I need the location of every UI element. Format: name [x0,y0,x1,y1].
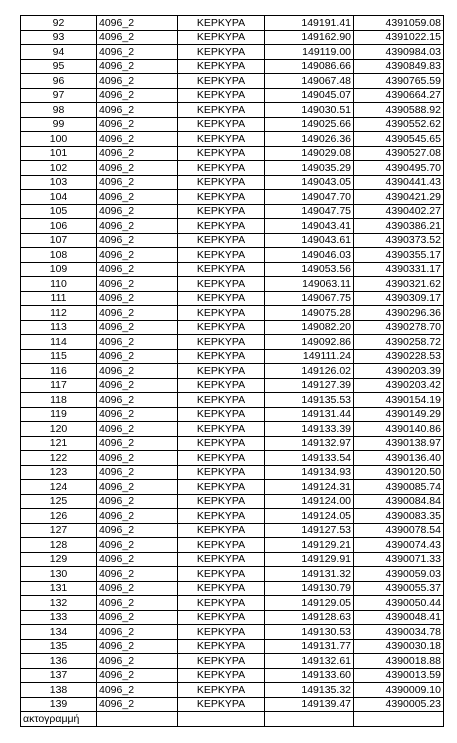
point-number-cell: 119 [21,407,97,422]
block-code-cell: 4096_2 [97,436,178,451]
y-coordinate-cell: 4390048.41 [354,610,444,625]
block-code-cell: 4096_2 [97,59,178,74]
y-coordinate-cell: 4390309.17 [354,291,444,306]
y-coordinate-cell: 4390228.53 [354,349,444,364]
x-coordinate-cell: 149043.61 [265,233,354,248]
point-number-cell: 103 [21,175,97,190]
block-code-cell: 4096_2 [97,639,178,654]
point-number-cell: 132 [21,596,97,611]
table-row [21,654,444,669]
y-coordinate-cell: 4390059.03 [354,567,444,582]
point-number-cell: 93 [21,30,97,45]
y-coordinate-cell: 4390005.23 [354,697,444,712]
point-number-cell: 110 [21,277,97,292]
x-coordinate-cell: 149063.11 [265,277,354,292]
x-coordinate-cell: 149026.36 [265,132,354,147]
place-name-cell: ΚΕΡΚΥΡΑ [178,407,265,422]
table-row [21,480,444,495]
coordinates-table [20,15,444,727]
point-number-cell: 122 [21,451,97,466]
point-number-cell: 109 [21,262,97,277]
y-coordinate-cell: 4390085.74 [354,480,444,495]
y-coordinate-cell: 4390441.43 [354,175,444,190]
point-number-cell: 116 [21,364,97,379]
x-coordinate-cell: 149127.53 [265,523,354,538]
block-code-cell: 4096_2 [97,175,178,190]
x-coordinate-cell: 149067.48 [265,74,354,89]
place-name-cell: ΚΕΡΚΥΡΑ [178,625,265,640]
place-name-cell: ΚΕΡΚΥΡΑ [178,320,265,335]
table-row [21,161,444,176]
table-row [21,248,444,263]
x-coordinate-cell: 149162.90 [265,30,354,45]
place-name-cell: ΚΕΡΚΥΡΑ [178,538,265,553]
place-name-cell: ΚΕΡΚΥΡΑ [178,610,265,625]
x-coordinate-cell: 149133.39 [265,422,354,437]
block-code-cell: 4096_2 [97,581,178,596]
place-name-cell: ΚΕΡΚΥΡΑ [178,146,265,161]
table-row [21,59,444,74]
block-code-cell: 4096_2 [97,523,178,538]
x-coordinate-cell: 149047.75 [265,204,354,219]
block-code-cell: 4096_2 [97,668,178,683]
x-coordinate-cell: 149139.47 [265,697,354,712]
place-name-cell: ΚΕΡΚΥΡΑ [178,654,265,669]
y-coordinate-cell: 4390278.70 [354,320,444,335]
x-coordinate-cell: 149133.54 [265,451,354,466]
place-name-cell: ΚΕΡΚΥΡΑ [178,494,265,509]
y-coordinate-cell: 4390849.83 [354,59,444,74]
block-code-cell: 4096_2 [97,88,178,103]
block-code-cell: 4096_2 [97,596,178,611]
x-coordinate-cell: 149128.63 [265,610,354,625]
x-coordinate-cell: 149130.53 [265,625,354,640]
table-row [21,320,444,335]
place-name-cell: ΚΕΡΚΥΡΑ [178,59,265,74]
table-row [21,436,444,451]
table-row [21,509,444,524]
block-code-cell: 4096_2 [97,494,178,509]
y-coordinate-cell: 4390030.18 [354,639,444,654]
x-coordinate-cell: 149129.91 [265,552,354,567]
block-code-cell: 4096_2 [97,538,178,553]
x-coordinate-cell: 149053.56 [265,262,354,277]
y-coordinate-cell: 4390203.39 [354,364,444,379]
point-number-cell: 128 [21,538,97,553]
x-coordinate-cell: 149035.29 [265,161,354,176]
x-coordinate-cell: 149134.93 [265,465,354,480]
point-number-cell: 101 [21,146,97,161]
point-number-cell: 120 [21,422,97,437]
block-code-cell: 4096_2 [97,291,178,306]
table-row [21,16,444,31]
y-coordinate-cell: 4390765.59 [354,74,444,89]
block-code-cell: 4096_2 [97,567,178,582]
place-name-cell: ΚΕΡΚΥΡΑ [178,45,265,60]
point-number-cell: 130 [21,567,97,582]
place-name-cell: ΚΕΡΚΥΡΑ [178,190,265,205]
x-coordinate-cell: 149135.53 [265,393,354,408]
block-code-cell: 4096_2 [97,103,178,118]
footer-label-cell: ακτογραμμή [21,712,97,727]
y-coordinate-cell: 4390495.70 [354,161,444,176]
block-code-cell: 4096_2 [97,45,178,60]
table-row [21,45,444,60]
y-coordinate-cell: 4390402.27 [354,204,444,219]
table-row [21,422,444,437]
y-coordinate-cell: 4390120.50 [354,465,444,480]
table-row [21,378,444,393]
block-code-cell: 4096_2 [97,552,178,567]
point-number-cell: 115 [21,349,97,364]
x-coordinate-cell: 149129.05 [265,596,354,611]
y-coordinate-cell: 4390527.08 [354,146,444,161]
block-code-cell: 4096_2 [97,16,178,31]
block-code-cell: 4096_2 [97,190,178,205]
table-row [21,277,444,292]
x-coordinate-cell: 149043.41 [265,219,354,234]
place-name-cell: ΚΕΡΚΥΡΑ [178,668,265,683]
x-coordinate-cell: 149126.02 [265,364,354,379]
block-code-cell: 4096_2 [97,407,178,422]
place-name-cell: ΚΕΡΚΥΡΑ [178,422,265,437]
point-number-cell: 125 [21,494,97,509]
x-coordinate-cell: 149043.05 [265,175,354,190]
table-row [21,291,444,306]
table-row [21,219,444,234]
table-row [21,349,444,364]
x-coordinate-cell: 149025.66 [265,117,354,132]
table-row [21,262,444,277]
point-number-cell: 99 [21,117,97,132]
y-coordinate-cell: 4390321.62 [354,277,444,292]
table-row [21,103,444,118]
y-coordinate-cell: 4390355.17 [354,248,444,263]
y-coordinate-cell: 4390138.97 [354,436,444,451]
point-number-cell: 139 [21,697,97,712]
place-name-cell: ΚΕΡΚΥΡΑ [178,30,265,45]
point-number-cell: 107 [21,233,97,248]
block-code-cell: 4096_2 [97,509,178,524]
table-row [21,306,444,321]
x-coordinate-cell: 149132.97 [265,436,354,451]
point-number-cell: 118 [21,393,97,408]
block-code-cell: 4096_2 [97,277,178,292]
table-row [21,335,444,350]
y-coordinate-cell: 4390050.44 [354,596,444,611]
place-name-cell: ΚΕΡΚΥΡΑ [178,552,265,567]
table-row [21,364,444,379]
place-name-cell: ΚΕΡΚΥΡΑ [178,74,265,89]
place-name-cell: ΚΕΡΚΥΡΑ [178,451,265,466]
x-coordinate-cell: 149132.61 [265,654,354,669]
point-number-cell: 136 [21,654,97,669]
block-code-cell: 4096_2 [97,465,178,480]
y-coordinate-cell: 4390984.03 [354,45,444,60]
x-coordinate-cell: 149086.66 [265,59,354,74]
footer-empty-cell [97,712,178,727]
x-coordinate-cell: 149133.60 [265,668,354,683]
table-row [21,190,444,205]
x-coordinate-cell: 149129.21 [265,538,354,553]
table-row [21,407,444,422]
point-number-cell: 96 [21,74,97,89]
place-name-cell: ΚΕΡΚΥΡΑ [178,219,265,234]
coordinates-table-body [21,16,444,712]
table-row [21,30,444,45]
block-code-cell: 4096_2 [97,117,178,132]
x-coordinate-cell: 149067.75 [265,291,354,306]
y-coordinate-cell: 4390154.19 [354,393,444,408]
point-number-cell: 126 [21,509,97,524]
block-code-cell: 4096_2 [97,262,178,277]
x-coordinate-cell: 149119.00 [265,45,354,60]
place-name-cell: ΚΕΡΚΥΡΑ [178,277,265,292]
place-name-cell: ΚΕΡΚΥΡΑ [178,581,265,596]
y-coordinate-cell: 4390083.35 [354,509,444,524]
y-coordinate-cell: 4390018.88 [354,654,444,669]
y-coordinate-cell: 4390071.33 [354,552,444,567]
block-code-cell: 4096_2 [97,349,178,364]
place-name-cell: ΚΕΡΚΥΡΑ [178,683,265,698]
table-row [21,639,444,654]
block-code-cell: 4096_2 [97,30,178,45]
y-coordinate-cell: 4390386.21 [354,219,444,234]
block-code-cell: 4096_2 [97,451,178,466]
table-row [21,393,444,408]
point-number-cell: 98 [21,103,97,118]
place-name-cell: ΚΕΡΚΥΡΑ [178,204,265,219]
table-row [21,523,444,538]
place-name-cell: ΚΕΡΚΥΡΑ [178,436,265,451]
x-coordinate-cell: 149075.28 [265,306,354,321]
point-number-cell: 137 [21,668,97,683]
y-coordinate-cell: 4390373.52 [354,233,444,248]
place-name-cell: ΚΕΡΚΥΡΑ [178,175,265,190]
place-name-cell: ΚΕΡΚΥΡΑ [178,567,265,582]
point-number-cell: 106 [21,219,97,234]
block-code-cell: 4096_2 [97,610,178,625]
table-row [21,451,444,466]
place-name-cell: ΚΕΡΚΥΡΑ [178,596,265,611]
table-row [21,683,444,698]
x-coordinate-cell: 149131.77 [265,639,354,654]
place-name-cell: ΚΕΡΚΥΡΑ [178,335,265,350]
x-coordinate-cell: 149111.24 [265,349,354,364]
table-row [21,567,444,582]
y-coordinate-cell: 4390013.59 [354,668,444,683]
footer-empty-cell [178,712,265,727]
point-number-cell: 135 [21,639,97,654]
point-number-cell: 97 [21,88,97,103]
y-coordinate-cell: 4390258.72 [354,335,444,350]
block-code-cell: 4096_2 [97,364,178,379]
place-name-cell: ΚΕΡΚΥΡΑ [178,349,265,364]
y-coordinate-cell: 4390074.43 [354,538,444,553]
block-code-cell: 4096_2 [97,480,178,495]
table-row [21,204,444,219]
y-coordinate-cell: 4390545.65 [354,132,444,147]
x-coordinate-cell: 149130.79 [265,581,354,596]
x-coordinate-cell: 149135.32 [265,683,354,698]
place-name-cell: ΚΕΡΚΥΡΑ [178,306,265,321]
point-number-cell: 121 [21,436,97,451]
table-row [21,74,444,89]
block-code-cell: 4096_2 [97,393,178,408]
place-name-cell: ΚΕΡΚΥΡΑ [178,117,265,132]
place-name-cell: ΚΕΡΚΥΡΑ [178,639,265,654]
y-coordinate-cell: 4390331.17 [354,262,444,277]
place-name-cell: ΚΕΡΚΥΡΑ [178,103,265,118]
y-coordinate-cell: 4390055.37 [354,581,444,596]
place-name-cell: ΚΕΡΚΥΡΑ [178,393,265,408]
x-coordinate-cell: 149124.05 [265,509,354,524]
y-coordinate-cell: 4390078.54 [354,523,444,538]
point-number-cell: 113 [21,320,97,335]
y-coordinate-cell: 4390149.29 [354,407,444,422]
table-row [21,538,444,553]
block-code-cell: 4096_2 [97,248,178,263]
point-number-cell: 123 [21,465,97,480]
block-code-cell: 4096_2 [97,320,178,335]
y-coordinate-cell: 4390588.92 [354,103,444,118]
x-coordinate-cell: 149092.86 [265,335,354,350]
point-number-cell: 114 [21,335,97,350]
point-number-cell: 104 [21,190,97,205]
table-row [21,668,444,683]
point-number-cell: 112 [21,306,97,321]
point-number-cell: 95 [21,59,97,74]
point-number-cell: 131 [21,581,97,596]
place-name-cell: ΚΕΡΚΥΡΑ [178,697,265,712]
point-number-cell: 127 [21,523,97,538]
block-code-cell: 4096_2 [97,132,178,147]
point-number-cell: 111 [21,291,97,306]
x-coordinate-cell: 149124.00 [265,494,354,509]
point-number-cell: 108 [21,248,97,263]
y-coordinate-cell: 4390084.84 [354,494,444,509]
x-coordinate-cell: 149030.51 [265,103,354,118]
y-coordinate-cell: 4390421.29 [354,190,444,205]
table-row [21,132,444,147]
table-row [21,697,444,712]
x-coordinate-cell: 149045.07 [265,88,354,103]
table-row [21,175,444,190]
table-row [21,146,444,161]
place-name-cell: ΚΕΡΚΥΡΑ [178,480,265,495]
place-name-cell: ΚΕΡΚΥΡΑ [178,364,265,379]
place-name-cell: ΚΕΡΚΥΡΑ [178,88,265,103]
block-code-cell: 4096_2 [97,654,178,669]
place-name-cell: ΚΕΡΚΥΡΑ [178,248,265,263]
x-coordinate-cell: 149191.41 [265,16,354,31]
point-number-cell: 102 [21,161,97,176]
block-code-cell: 4096_2 [97,204,178,219]
table-row [21,233,444,248]
point-number-cell: 138 [21,683,97,698]
point-number-cell: 133 [21,610,97,625]
table-row [21,465,444,480]
block-code-cell: 4096_2 [97,422,178,437]
x-coordinate-cell: 149047.70 [265,190,354,205]
table-row [21,117,444,132]
table-row [21,596,444,611]
x-coordinate-cell: 149046.03 [265,248,354,263]
y-coordinate-cell: 4391022.15 [354,30,444,45]
point-number-cell: 100 [21,132,97,147]
place-name-cell: ΚΕΡΚΥΡΑ [178,465,265,480]
table-row [21,610,444,625]
y-coordinate-cell: 4391059.08 [354,16,444,31]
point-number-cell: 117 [21,378,97,393]
place-name-cell: ΚΕΡΚΥΡΑ [178,291,265,306]
x-coordinate-cell: 149082.20 [265,320,354,335]
x-coordinate-cell: 149131.32 [265,567,354,582]
x-coordinate-cell: 149127.39 [265,378,354,393]
table-row [21,581,444,596]
place-name-cell: ΚΕΡΚΥΡΑ [178,233,265,248]
x-coordinate-cell: 149124.31 [265,480,354,495]
point-number-cell: 134 [21,625,97,640]
y-coordinate-cell: 4390140.86 [354,422,444,437]
place-name-cell: ΚΕΡΚΥΡΑ [178,523,265,538]
table-row [21,625,444,640]
block-code-cell: 4096_2 [97,378,178,393]
block-code-cell: 4096_2 [97,683,178,698]
y-coordinate-cell: 4390136.40 [354,451,444,466]
block-code-cell: 4096_2 [97,697,178,712]
table-row [21,88,444,103]
place-name-cell: ΚΕΡΚΥΡΑ [178,161,265,176]
point-number-cell: 94 [21,45,97,60]
block-code-cell: 4096_2 [97,161,178,176]
y-coordinate-cell: 4390009.10 [354,683,444,698]
point-number-cell: 124 [21,480,97,495]
table-row [21,552,444,567]
footer-empty-cell [265,712,354,727]
point-number-cell: 129 [21,552,97,567]
point-number-cell: 92 [21,16,97,31]
block-code-cell: 4096_2 [97,625,178,640]
block-code-cell: 4096_2 [97,233,178,248]
footer-row [21,712,444,727]
place-name-cell: ΚΕΡΚΥΡΑ [178,509,265,524]
block-code-cell: 4096_2 [97,306,178,321]
x-coordinate-cell: 149029.08 [265,146,354,161]
y-coordinate-cell: 4390552.62 [354,117,444,132]
place-name-cell: ΚΕΡΚΥΡΑ [178,378,265,393]
y-coordinate-cell: 4390296.36 [354,306,444,321]
block-code-cell: 4096_2 [97,146,178,161]
block-code-cell: 4096_2 [97,335,178,350]
place-name-cell: ΚΕΡΚΥΡΑ [178,16,265,31]
point-number-cell: 105 [21,204,97,219]
table-row [21,494,444,509]
block-code-cell: 4096_2 [97,219,178,234]
block-code-cell: 4096_2 [97,74,178,89]
footer-empty-cell [354,712,444,727]
place-name-cell: ΚΕΡΚΥΡΑ [178,262,265,277]
y-coordinate-cell: 4390664.27 [354,88,444,103]
y-coordinate-cell: 4390203.42 [354,378,444,393]
y-coordinate-cell: 4390034.78 [354,625,444,640]
x-coordinate-cell: 149131.44 [265,407,354,422]
place-name-cell: ΚΕΡΚΥΡΑ [178,132,265,147]
